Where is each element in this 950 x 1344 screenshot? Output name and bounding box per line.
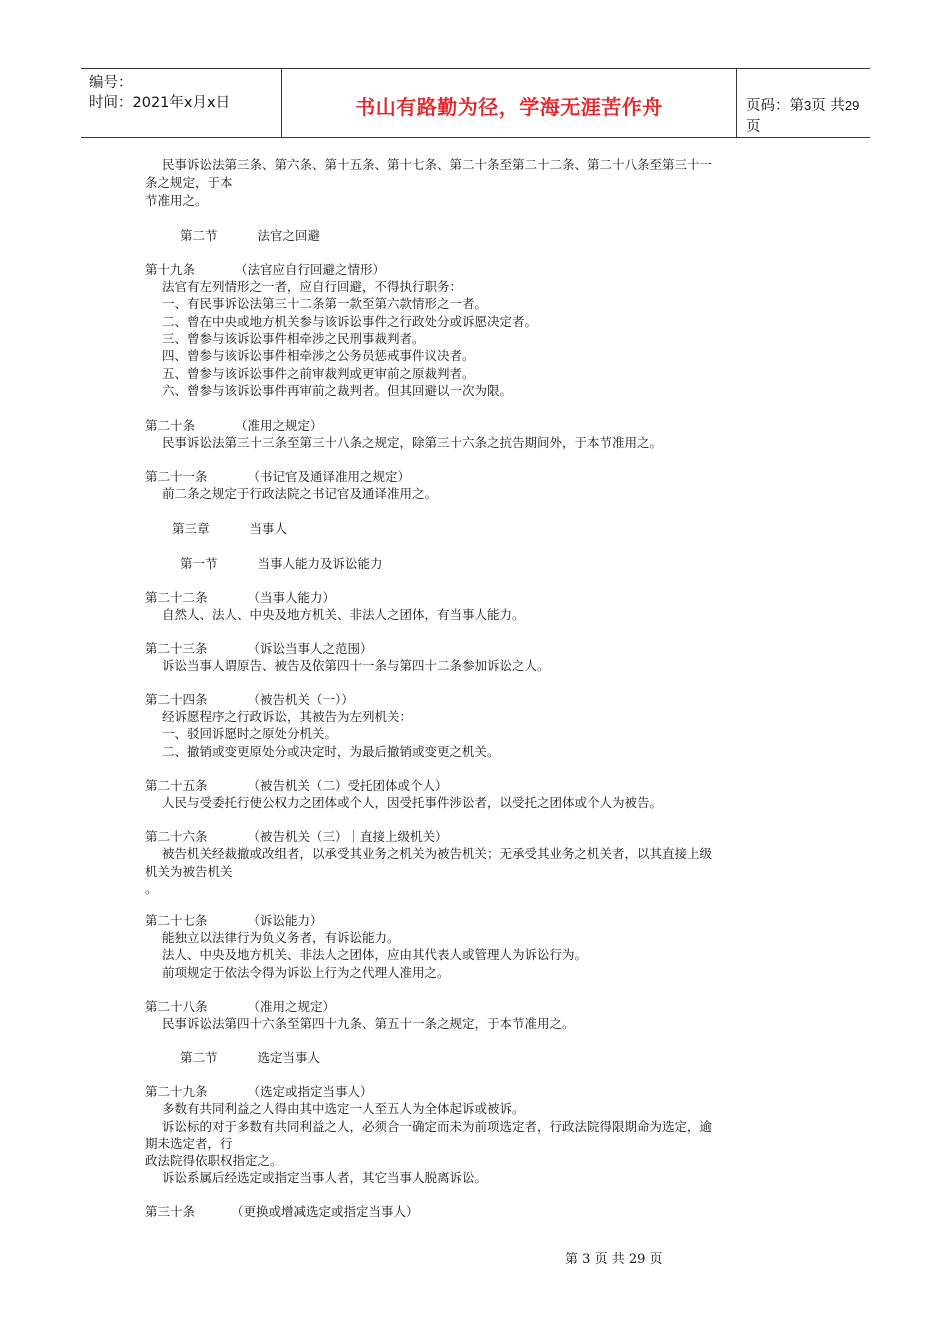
article-title: （书记官及通译准用之规定）: [247, 469, 411, 484]
article-heading: [145, 1203, 419, 1221]
document-number-label: 编号：: [89, 75, 133, 91]
article-heading: [145, 261, 385, 279]
section-heading: [180, 555, 383, 573]
paragraph-line: 六、曾参与该诉讼事件再审前之裁判者。但其回避以一次为限。: [162, 383, 513, 398]
article-number: 第二十八条: [145, 999, 208, 1014]
article-heading: [145, 777, 448, 795]
page-footer: [565, 1248, 663, 1267]
article-title: （更换或增减选定或指定当事人）: [231, 1204, 419, 1219]
article-number: 第二十四条: [145, 692, 208, 707]
article-title: （诉讼能力）: [247, 913, 323, 928]
paragraph-line: 机关为被告机关: [145, 864, 233, 879]
page-current: 3: [804, 98, 812, 113]
paragraph-line: 条之规定，于本: [145, 175, 233, 190]
article-number: 第三十条: [145, 1204, 196, 1219]
article-number: 第二十一条: [145, 469, 208, 484]
article-number: 第二十二条: [145, 590, 208, 605]
section-number: 第二节: [180, 228, 218, 243]
section-heading: [180, 1049, 320, 1067]
article-title: （准用之规定）: [247, 999, 336, 1014]
article-title: （当事人能力）: [247, 590, 336, 605]
article-title: （被告机关（二）受托团体或个人）: [247, 778, 448, 793]
paragraph-line: 法官有左列情形之一者，应自行回避，不得执行职务：: [162, 279, 463, 294]
article-heading: [145, 468, 410, 486]
paragraph-line: 诉讼标的对于多数有共同利益之人，必须合一确定而未为前项选定者，行政法院得限期命为选定，逾: [162, 1119, 713, 1134]
paragraph-line: 自然人、法人、中央及地方机关、非法人之团体，有当事人能力。: [162, 607, 525, 622]
paragraph-line: 期未选定者，行: [145, 1136, 233, 1151]
footer-text: 页 共: [594, 1252, 625, 1267]
section-title: 法官之回避: [257, 228, 321, 243]
paragraph-line: 五、曾参与该诉讼事件之前审裁判或更审前之原裁判者。: [162, 366, 475, 381]
article-heading: [145, 417, 323, 435]
section-heading: [180, 227, 320, 245]
article-heading: [145, 691, 354, 709]
article-number: 第二十五条: [145, 778, 208, 793]
paragraph-line: 四、曾参与该诉讼事件相牵涉之公务员惩戒事件议决者。: [162, 348, 475, 363]
paragraph-line: 前二条之规定于行政法院之书记官及通译准用之。: [162, 486, 438, 501]
article-heading: [145, 640, 373, 658]
paragraph-line: 节准用之。: [145, 193, 208, 208]
article-heading: [145, 828, 448, 846]
article-number: 第二十七条: [145, 913, 208, 928]
section-title: 当事人能力及诉讼能力: [257, 556, 383, 571]
article-heading: [145, 1083, 373, 1101]
paragraph-line: 一、有民事诉讼法第三十二条第一款至第六款情形之一者。: [162, 296, 488, 311]
paragraph-line: 前项规定于依法令得为诉讼上行为之代理人准用之。: [162, 965, 450, 980]
footer-text: 页: [649, 1252, 663, 1267]
paragraph-line: 多数有共同利益之人得由其中选定一人至五人为全体起诉或被诉。: [162, 1101, 525, 1116]
section-number: 第一节: [180, 556, 218, 571]
paragraph-line: 法人、中央及地方机关、非法人之团体，应由其代表人或管理人为诉讼行为。: [162, 947, 588, 962]
footer-page-total: 29: [628, 1252, 646, 1267]
paragraph-line: 民事诉讼法第三条、第六条、第十五条、第十七条、第二十条至第二十二条、第二十八条至第三十一: [162, 157, 713, 172]
paragraph-line: 被告机关经裁撤或改组者，以承受其业务之机关为被告机关；无承受其业务之机关者，以其直接上级: [162, 846, 713, 861]
article-title: （准用之规定）: [235, 418, 323, 433]
paragraph-line: 诉讼系属后经选定或指定当事人者，其它当事人脱离诉讼。: [162, 1170, 488, 1185]
article-title: （被告机关（一））: [247, 692, 354, 707]
article-heading: [145, 998, 335, 1016]
paragraph-line: 一、驳回诉愿时之原处分机关。: [162, 726, 338, 741]
paragraph-line: 民事诉讼法第四十六条至第四十九条、第五十一条之规定，于本节准用之。: [162, 1016, 575, 1031]
article-number: 第二十三条: [145, 641, 208, 656]
article-title: （诉讼当事人之范围）: [247, 641, 373, 656]
paragraph-line: 经诉愿程序之行政诉讼，其被告为左列机关：: [162, 709, 413, 724]
footer-page-number: 3: [582, 1252, 591, 1267]
paragraph-line: 二、曾在中央或地方机关参与该诉讼事件之行政处分或诉愿决定者。: [162, 314, 538, 329]
paragraph-line: 诉讼当事人谓原告、被告及依第四十一条与第四十二条参加诉讼之人。: [162, 658, 550, 673]
paragraph-line: 民事诉讼法第三十三条至第三十八条之规定，除第三十六条之抗告期间外，于本节准用之。: [162, 435, 663, 450]
paragraph-line: 三、曾参与该诉讼事件相牵涉之民刑事裁判者。: [162, 331, 425, 346]
article-number: 第二十九条: [145, 1084, 208, 1099]
article-number: 第二十六条: [145, 829, 208, 844]
chapter-title: 当事人: [249, 521, 288, 536]
paragraph-line: 人民与受委托行使公权力之团体或个人，因受托事件涉讼者，以受托之团体或个人为被告。: [162, 795, 663, 810]
document-time-label: 时间：2021年x月x日: [89, 95, 231, 111]
page-mid: 页 共: [811, 98, 845, 114]
article-title: （被告机关（三）｜直接上级机关）: [247, 829, 448, 844]
article-title: （选定或指定当事人）: [247, 1084, 373, 1099]
page-suffix: 页: [746, 119, 761, 135]
page-total: 29: [844, 98, 860, 113]
article-heading: [145, 589, 335, 607]
paragraph-line: 二、撤销或变更原处分或决定时，为最后撤销或变更之机关。: [162, 744, 500, 759]
section-number: 第二节: [180, 1050, 218, 1065]
article-number: 第十九条: [145, 262, 196, 277]
article-title: （法官应自行回避之情形）: [235, 262, 386, 277]
article-number: 第二十条: [145, 418, 196, 433]
paragraph-line: 政法院得依职权指定之。: [145, 1153, 283, 1168]
paragraph-line: 能独立以法律行为负义务者，有诉讼能力。: [162, 930, 400, 945]
footer-text: 第: [565, 1252, 579, 1267]
article-heading: [145, 912, 323, 930]
paragraph-line: 。: [145, 881, 158, 896]
section-title: 选定当事人: [257, 1050, 321, 1065]
header-motto: 书山有路勤为径，学海无涯苦作舟: [355, 95, 663, 119]
page-prefix: 页码：第: [746, 98, 804, 114]
chapter-heading: [172, 520, 287, 538]
chapter-number: 第三章: [172, 521, 210, 536]
